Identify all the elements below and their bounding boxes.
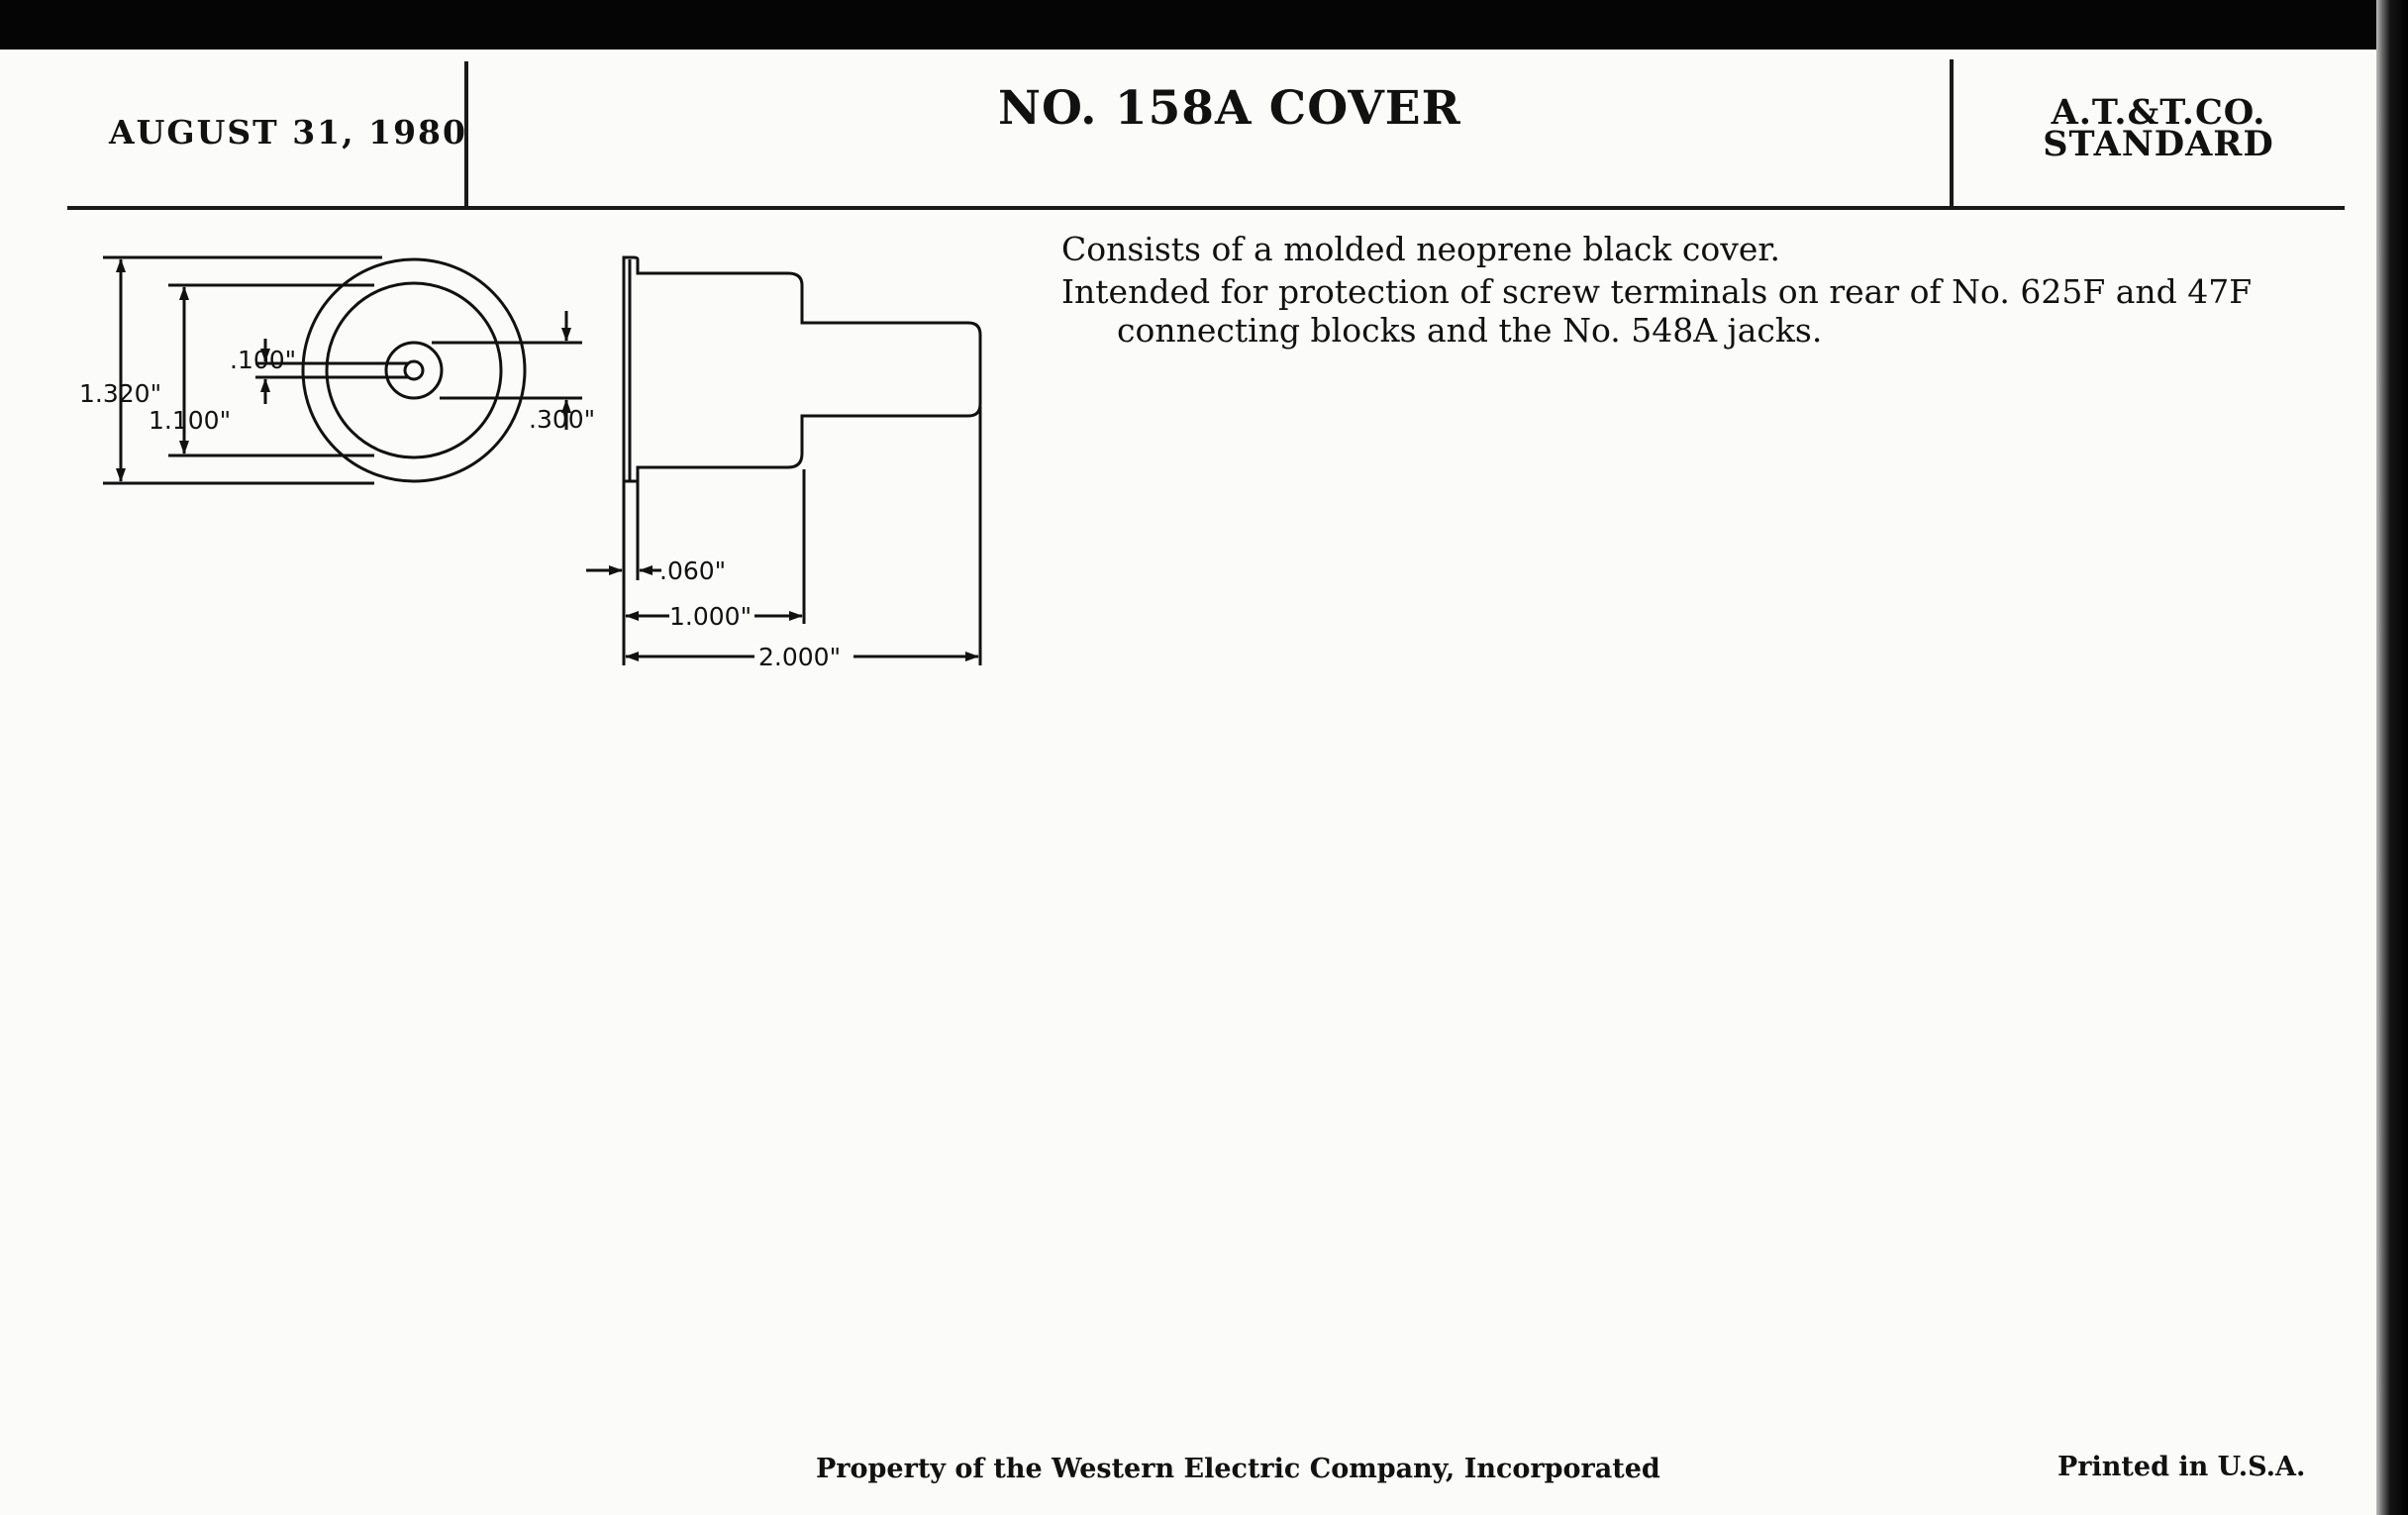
scan-border-top xyxy=(0,0,2408,50)
inner-body-circle xyxy=(327,283,501,457)
standard-label xyxy=(2020,92,2297,164)
dim-label-outer-diameter: 1.320" xyxy=(79,379,162,408)
dim-label-boss: .300" xyxy=(529,405,596,434)
technical-drawing xyxy=(0,50,1050,683)
side-view-profile xyxy=(624,257,980,481)
description xyxy=(1061,230,2349,354)
issue-date: AUGUST 31, 1980 xyxy=(109,113,467,152)
dim-label-inner-diameter: 1.100" xyxy=(149,406,232,435)
page-title: NO. 158A COVER xyxy=(998,81,1461,136)
scan-border-right xyxy=(2376,0,2408,1515)
printed-notice: Printed in U.S.A. xyxy=(2057,1452,2306,1482)
dim-label-total-length: 2.000" xyxy=(758,643,842,671)
header-separator-right xyxy=(1950,59,1954,210)
spec-card xyxy=(0,50,2378,1515)
dim-label-body-length: 1.000" xyxy=(669,602,752,631)
standard-label-line1: A.T.&T.CO. xyxy=(2051,92,2266,133)
dim-label-hole: .100" xyxy=(230,346,297,374)
property-notice: Property of the Western Electric Company, Incorporated xyxy=(816,1454,1660,1484)
dim-label-flange: .060" xyxy=(659,556,727,585)
description-line-1: Consists of a molded neoprene black cover. xyxy=(1061,230,1781,268)
outer-rim-circle xyxy=(303,259,525,481)
standard-label-line2: STANDARD xyxy=(2043,124,2274,164)
boss-circle xyxy=(386,343,442,398)
description-line-2: Intended for protection of screw terminals on rear of No. 625F and 47F connecting blocks and the No. 548A jacks. xyxy=(1061,272,2253,350)
